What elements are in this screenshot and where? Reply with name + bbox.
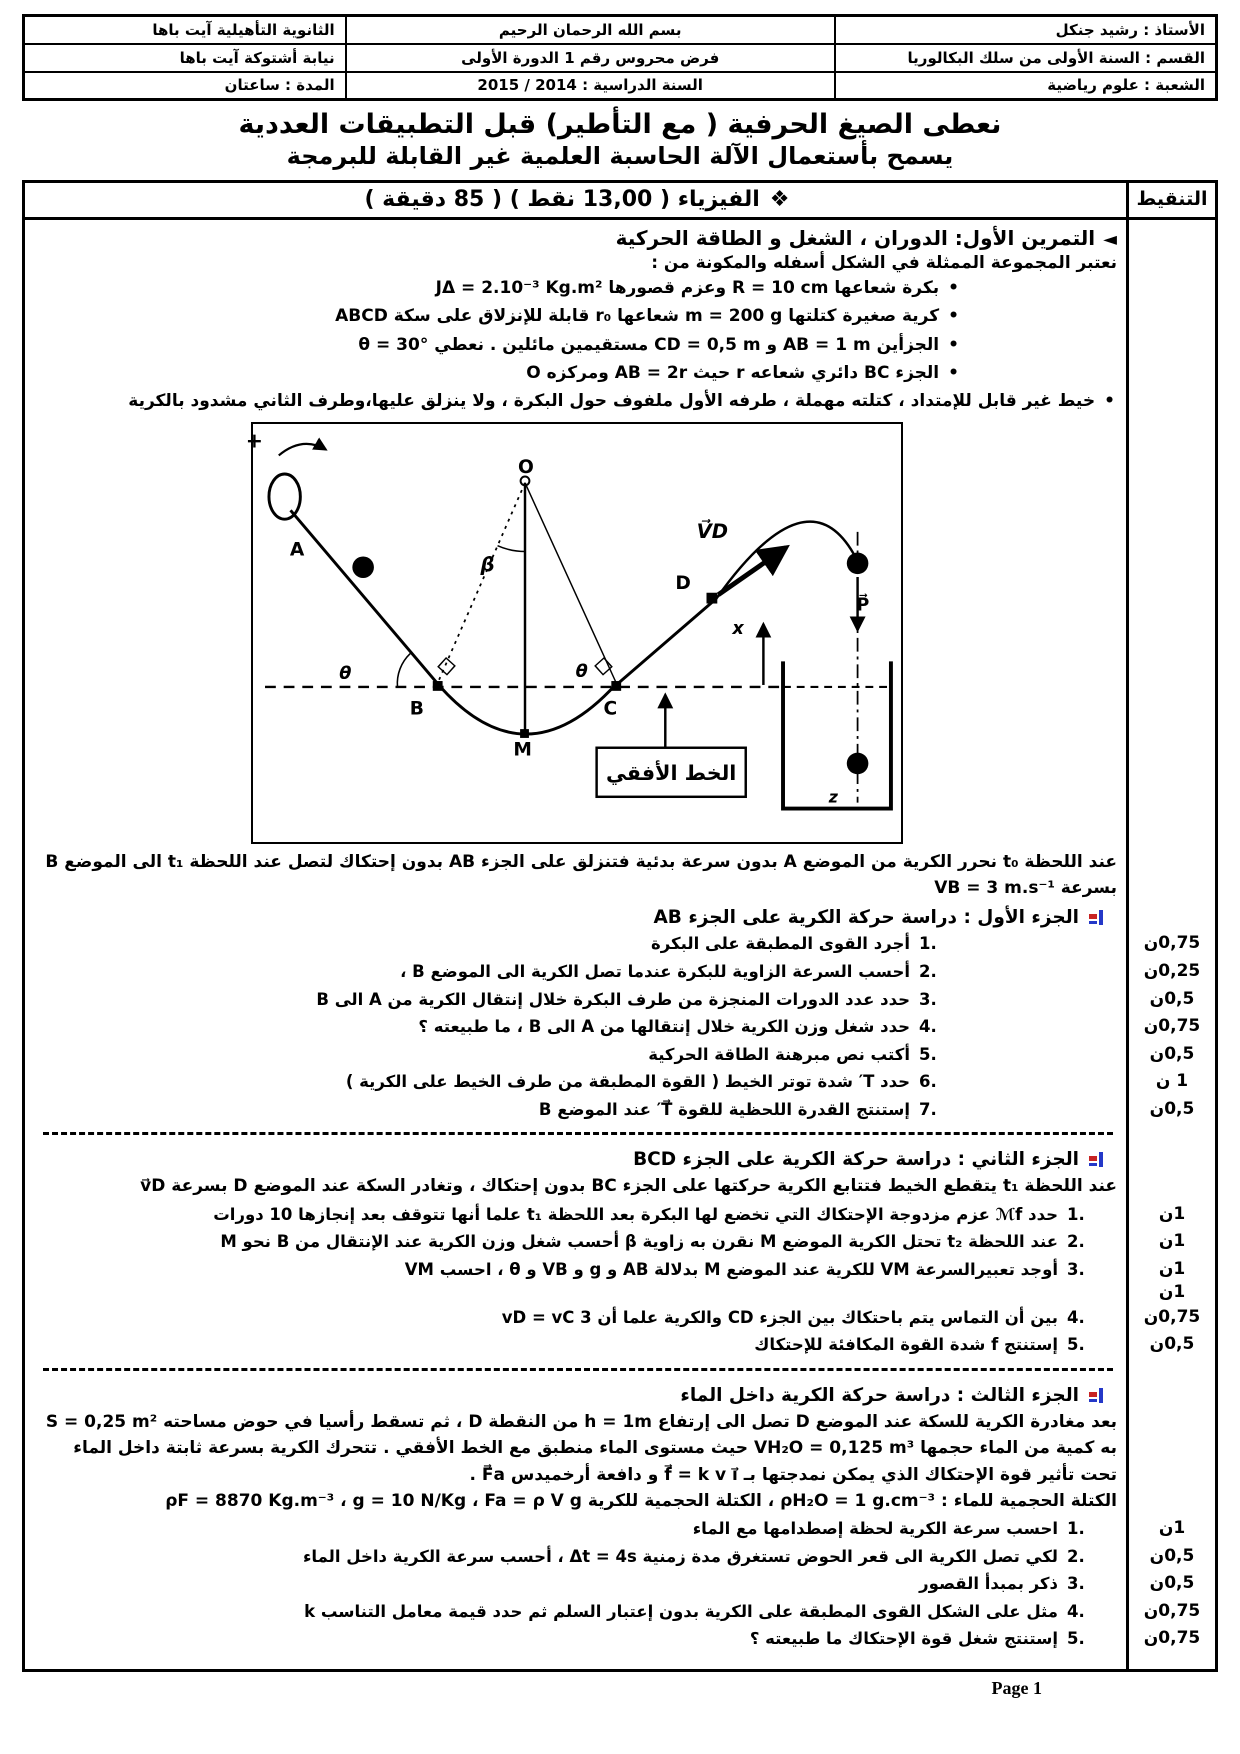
header-row	[24, 16, 1217, 44]
label-z: z	[828, 787, 838, 807]
label-beta: β	[480, 552, 495, 576]
right-angle-B	[438, 658, 455, 675]
question-row	[25, 1041, 1215, 1069]
part1-title	[25, 902, 1129, 930]
part2-lead-row	[25, 1172, 1215, 1200]
district-cell: نيابة أشتوكة آيت باها	[24, 44, 346, 72]
page-number: Page 1	[991, 1678, 1042, 1698]
grading-column-header: التنقيط	[1136, 188, 1208, 210]
question	[25, 1543, 1129, 1571]
basmala-cell: بسم الله الرحمان الرحيم	[346, 16, 835, 44]
bullet-row	[25, 387, 1215, 415]
question-mark: 1ن	[1158, 1203, 1186, 1224]
class-cell: القسم : السنة الأولى من سلك البكالوريا	[835, 44, 1217, 72]
grading-cell	[1129, 220, 1215, 222]
question-text: حدد ℳf عزم مزدوجة الإحتكاك التي تخضع لها البكرة بعد اللحظة t₁ علما أنها تتوقف بعد إنجازها 10 دورات	[213, 1204, 1058, 1224]
question-number: 1.	[1067, 1204, 1085, 1224]
exercise-intro: نعتبر المجموعة الممثلة في الشكل أسفله والمكونة من :	[651, 253, 1117, 273]
grading-cell	[1129, 1144, 1215, 1146]
question-text: ذكر بمبدأ القصور	[919, 1574, 1058, 1594]
grading-cell	[1129, 1408, 1215, 1410]
question-row	[25, 1013, 1215, 1041]
question-row	[25, 986, 1215, 1014]
dashed-separator	[43, 1132, 1113, 1135]
part1-lead-row	[25, 848, 1215, 903]
question-mark: 1ن	[1158, 1281, 1186, 1302]
question-number: 5.	[919, 1044, 937, 1064]
intro-row	[25, 251, 1215, 274]
setup-bullet	[25, 274, 1129, 302]
question-number: 5.	[1067, 1629, 1085, 1649]
question-mark: 1ن	[1158, 1231, 1186, 1252]
question-text: مثل على الشكل القوى المطبقة على الكرية بدون إعتبار السلم ثم حدد قيمة معامل التناسب k	[304, 1601, 1058, 1621]
separator-cell	[25, 1359, 1129, 1380]
question-text: إستنتج القدرة اللحظية للقوة T⃗′ عند الموضع B	[538, 1099, 910, 1119]
label-x: x	[732, 618, 744, 639]
question	[25, 1570, 1129, 1598]
bullet-text: كرية صغيرة كتلتها m = 200 g شعاعها r₀ قابلة للإنزلاق على سكة ABCD	[335, 306, 940, 327]
question	[25, 1041, 1129, 1069]
exercise-title-row	[25, 220, 1215, 251]
separator-cell	[25, 1123, 1129, 1144]
dashed-separator	[43, 1368, 1113, 1371]
part3-title	[25, 1380, 1129, 1408]
ball-in-water	[847, 752, 869, 774]
question-text: حدد T′ شدة توتر الخيط ( القوة المطبقة من طرف الخيط على الكرية )	[345, 1072, 910, 1092]
exam-title-cell: فرض محروس رقم 1 الدورة الأولى	[346, 44, 835, 72]
plus-rotation-label: +	[245, 428, 264, 453]
question-text: حدد شغل وزن الكرية خلال إنتقالها من A الى B ، ما طبيعته ؟	[418, 1017, 910, 1037]
bullet-row	[25, 331, 1215, 359]
question-mark: 0,75ن	[1143, 1306, 1201, 1327]
question-number: 4.	[1067, 1307, 1085, 1327]
question-mark: 0,75ن	[1143, 1600, 1201, 1621]
question-text: بين أن التماس يتم باحتكاك بين الجزء CD والكرية علما أن 3 vD = vC	[501, 1307, 1058, 1327]
question-mark: 0,75ن	[1143, 933, 1201, 954]
question-row	[25, 1201, 1215, 1229]
grading-cell	[1129, 331, 1215, 333]
label-theta-B: θ	[339, 663, 352, 684]
grading-cell	[1129, 302, 1215, 304]
question-text: أجرد القوى المطبقة على البكرة	[651, 934, 910, 954]
part1-title-row	[25, 902, 1215, 930]
part3-lead-line: بعد مغادرة الكرية للسكة عند الموضع D تصل الى إرتفاع h = 1m من النقطة D ، ثم تسقط رأسيا في حوض مساحته S = 0,25 m²	[45, 1411, 1117, 1432]
radius-OC	[525, 483, 616, 683]
label-VD: V⃗D	[696, 519, 729, 543]
question-text: أكتب نص مبرهنة الطاقة الحركية	[648, 1044, 910, 1064]
part2-title-row	[25, 1144, 1215, 1172]
label-D: D	[675, 572, 691, 594]
question-row	[25, 1515, 1215, 1543]
question	[25, 958, 1129, 986]
duration-cell: المدة : ساعتان	[24, 72, 346, 100]
question-mark: 0,75ن	[1143, 1016, 1201, 1037]
diamond-icon: ❖	[769, 187, 790, 212]
question-number: 7.	[919, 1099, 937, 1119]
grading-cell	[1129, 416, 1215, 418]
bullet-icon: •	[948, 278, 959, 298]
question	[25, 1598, 1129, 1626]
question-mark: 0,5ن	[1149, 1545, 1195, 1566]
question	[25, 1256, 1129, 1284]
subject-title-text: الفيزياء ( 13,00 نقط ) ( 85 دقيقة )	[364, 187, 760, 212]
bullet-row	[25, 274, 1215, 302]
grading-cell	[1129, 387, 1215, 389]
question-number: 2.	[1067, 1546, 1085, 1566]
header-table	[22, 14, 1218, 101]
question	[25, 1625, 1129, 1653]
bullet-row	[25, 359, 1215, 387]
question-number: 1.	[1067, 1519, 1085, 1539]
question	[25, 1304, 1129, 1332]
question-row	[25, 930, 1215, 958]
question-text: لكي تصل الكرية الى قعر الحوض تستغرق مدة زمنية Δt = 4s ، أحسب سرعة الكرية داخل الماء	[302, 1546, 1058, 1566]
part3-lead-line: به كمية من الماء حجمها VH₂O = 0,125 m³ حيث مستوى الماء منطبق مع الخط الأفقي . تتحرك الكرية بسرعة ثابتة داخل الماء	[73, 1438, 1117, 1459]
ball-on-AB	[352, 556, 374, 578]
notice-formulas: نعطى الصيغ الحرفية ( مع التأطير) قبل التطبيقات العددية	[238, 109, 1002, 140]
horizontal-line-label: الخط الأفقي	[605, 760, 737, 785]
question-row	[25, 1096, 1215, 1124]
question-row	[25, 1228, 1215, 1256]
grading-cell	[1129, 274, 1215, 276]
question-mark: 0,25ن	[1143, 960, 1201, 981]
grading-column-divider	[1126, 183, 1129, 1669]
question-text: إستنتج f شدة القوة المكافئة للإحتكاك	[754, 1335, 1058, 1355]
rotation-arrow	[279, 444, 326, 456]
question-mark: 0,5ن	[1149, 1573, 1195, 1594]
section-icon	[1088, 1151, 1103, 1168]
part3-lead-row	[25, 1408, 1215, 1515]
bullet-icon: •	[1104, 391, 1115, 412]
grading-cell	[1129, 251, 1215, 253]
label-A: A	[289, 539, 305, 561]
grading-cell	[1129, 1380, 1215, 1382]
question-mark: 1ن	[1158, 1258, 1186, 1279]
setup-bullet	[25, 387, 1129, 415]
label-theta-C: θ	[575, 661, 588, 682]
question-mark: 0,75ن	[1143, 1628, 1201, 1649]
question-number: 3.	[1067, 1574, 1085, 1594]
part3-title-text: الجزء الثالث : دراسة حركة الكرية داخل الماء	[680, 1384, 1079, 1406]
figure-container	[25, 416, 1129, 848]
question-row	[25, 1570, 1215, 1598]
question-number: 3.	[1067, 1259, 1085, 1279]
question-text: أوجد تعبيرالسرعة VM للكرية عند الموضع M بدلالة AB و g و VB و θ ، احسب VM	[404, 1259, 1058, 1279]
question-number: 3.	[919, 989, 937, 1009]
question-row	[25, 1068, 1215, 1096]
question-row	[25, 1543, 1215, 1571]
separator-row	[25, 1123, 1215, 1144]
water-tank	[783, 661, 891, 808]
question-text: حدد عدد الدورات المنجزة من طرف البكرة خلال إنتقال الكرية من A الى B	[316, 989, 910, 1009]
part3-lead-line: تحت تأثير قوة الإحتكاك الذي يمكن نمدجتها بـ f⃗ = k v i⃗ و دافعة أرخميدس F⃗a .	[469, 1464, 1117, 1485]
label-B: B	[409, 698, 424, 720]
question-number: 1.	[919, 934, 937, 954]
radius-OB	[438, 483, 525, 683]
bottom-padding	[25, 1653, 1215, 1669]
question-number: 2.	[919, 961, 937, 981]
point-M	[520, 729, 529, 738]
teacher-cell: الأستاذ : رشيد جنكل	[835, 16, 1217, 44]
pulley	[269, 474, 300, 519]
bullet-icon: •	[948, 306, 959, 327]
question	[25, 1515, 1129, 1543]
incline-CD	[616, 598, 716, 684]
grading-cell	[1129, 848, 1215, 850]
label-P: P⃗	[856, 595, 870, 616]
question	[25, 1013, 1129, 1041]
question-text: احسب سرعة الكرية لحظة إصطدامها مع الماء	[692, 1519, 1058, 1539]
bullet-icon: •	[948, 363, 959, 384]
question	[25, 1096, 1129, 1124]
stream-cell: الشعبة : علوم رياضية	[835, 72, 1217, 100]
beta-arc	[498, 545, 525, 551]
setup-bullet	[25, 302, 1129, 330]
theta-arc-B	[397, 653, 410, 686]
question-row	[25, 1256, 1215, 1304]
bullet-text: خيط غير قابل للإمتداد ، كتلته مهملة ، طرفه الأول ملفوف حول البكرة ، ولا ينزلق عليها،وطرف الثاني مشدود بالكرية	[128, 391, 1096, 412]
question	[25, 1201, 1129, 1229]
separator-row	[25, 1359, 1215, 1380]
question-mark: 0,5ن	[1149, 988, 1195, 1009]
header-row	[24, 44, 1217, 72]
question	[25, 986, 1129, 1014]
grading-cell	[1129, 1123, 1215, 1125]
grading-cell	[1129, 1172, 1215, 1174]
question-number: 2.	[1067, 1232, 1085, 1252]
question-number: 4.	[919, 1017, 937, 1037]
header-row	[24, 72, 1217, 100]
question-text: أحسب السرعة الزاوية للبكرة عندما تصل الكرية الى الموضع B ،	[400, 961, 910, 981]
question-text: عند اللحظة t₂ تحتل الكرية الموضع M نقرن به زاوية β أحسب شغل وزن الكرية عند الإنتقال من B نحو M	[220, 1232, 1058, 1252]
question-number: 5.	[1067, 1335, 1085, 1355]
question-number: 6.	[919, 1072, 937, 1092]
label-O: O	[517, 456, 534, 478]
question-row	[25, 958, 1215, 986]
part2-title	[25, 1144, 1129, 1172]
question-mark-stack	[1129, 1256, 1215, 1304]
question-mark: 1ن	[1158, 1518, 1186, 1539]
arc-BMC	[439, 685, 616, 734]
incline-AB	[291, 510, 439, 685]
section-icon	[1088, 909, 1103, 926]
question-row	[25, 1625, 1215, 1653]
subject-title	[25, 183, 1129, 217]
school-year-cell: السنة الدراسية : 2014 / 2015	[346, 72, 835, 100]
subject-title-row	[25, 183, 1215, 220]
part1-title-text: الجزء الأول : دراسة حركة الكرية على الجزء AB	[653, 907, 1079, 929]
question-row	[25, 1331, 1215, 1359]
question	[25, 1331, 1129, 1359]
exercise-title-text: التمرين الأول: الدوران ، الشغل و الطاقة الحركية	[615, 226, 1096, 250]
track-diagram-svg	[245, 424, 901, 838]
bullet-row	[25, 302, 1215, 330]
section-icon	[1088, 1387, 1103, 1404]
bullet-text: الجزء BC دائري شعاعه r حيث AB = 2r ومركزه O	[526, 363, 940, 384]
projectile-trajectory	[716, 521, 855, 598]
bullet-text: الجزأين AB = 1 m و CD = 0,5 m مستقيمين مائلين . نعطي θ = 30°	[358, 334, 940, 355]
setup-bullet	[25, 331, 1129, 359]
mechanics-figure	[245, 422, 903, 844]
arrow-marker-icon: ◄	[1103, 229, 1117, 250]
school-cell: الثانوية التأهيلية آيت باها	[24, 16, 346, 44]
part3-lead	[25, 1408, 1129, 1515]
grading-cell	[1129, 902, 1215, 904]
question	[25, 1228, 1129, 1256]
question-mark: 0,5ن	[1149, 1098, 1195, 1119]
figure-row	[25, 416, 1215, 848]
notice-calculator: يسمح بأستعمال الآلة الحاسبة العلمية غير القابلة للبرمجة	[286, 142, 954, 170]
question	[25, 930, 1129, 958]
question-mark: 1 ن	[1155, 1071, 1189, 1092]
question-mark: 0,5ن	[1149, 1043, 1195, 1064]
grading-cell	[1129, 359, 1215, 361]
question-row	[25, 1304, 1215, 1332]
label-M: M	[513, 739, 532, 761]
bullet-icon: •	[948, 334, 959, 355]
exam-body	[22, 180, 1218, 1672]
question	[25, 1068, 1129, 1096]
part2-lead: عند اللحظة t₁ يتقطع الخيط فتتابع الكرية حركتها على الجزء BC بدون إحتكاك ، وتغادر السكة عند الموضع D بسرعة v⃗D	[140, 1176, 1117, 1197]
question-row	[25, 1598, 1215, 1626]
part3-title-row	[25, 1380, 1215, 1408]
bullet-text: بكرة شعاعها R = 10 cm وعزم قصورها JΔ = 2.10⁻³ Kg.m²	[435, 278, 940, 298]
question-text: إستنتج شغل قوة الإحتكاك ما طبيعته ؟	[749, 1629, 1058, 1649]
question-mark: 0,5ن	[1149, 1334, 1195, 1355]
part1-lead: عند اللحظة t₀ نحرر الكرية من الموضع A بدون سرعة بدئية فتنزلق على الجزء AB بدون إحتكاك لتصل عند اللحظة t₁ الى الموضع B بسرعة VB = 3 m.s⁻¹	[45, 851, 1117, 899]
part3-lead-line: الكتلة الحجمية للماء : ρH₂O = 1 g.cm⁻³ ، الكتلة الحجمية للكرية ρF = 8870 Kg.m⁻³ ، g = 10 N/Kg ، Fa = ρ V g	[165, 1490, 1117, 1511]
grading-cell	[1129, 1359, 1215, 1361]
setup-bullet	[25, 359, 1129, 387]
exercise-title	[25, 220, 1129, 251]
question-number: 4.	[1067, 1601, 1085, 1621]
label-C: C	[603, 698, 618, 720]
part2-title-text: الجزء الثاني : دراسة حركة الكرية على الجزء BCD	[633, 1149, 1079, 1171]
